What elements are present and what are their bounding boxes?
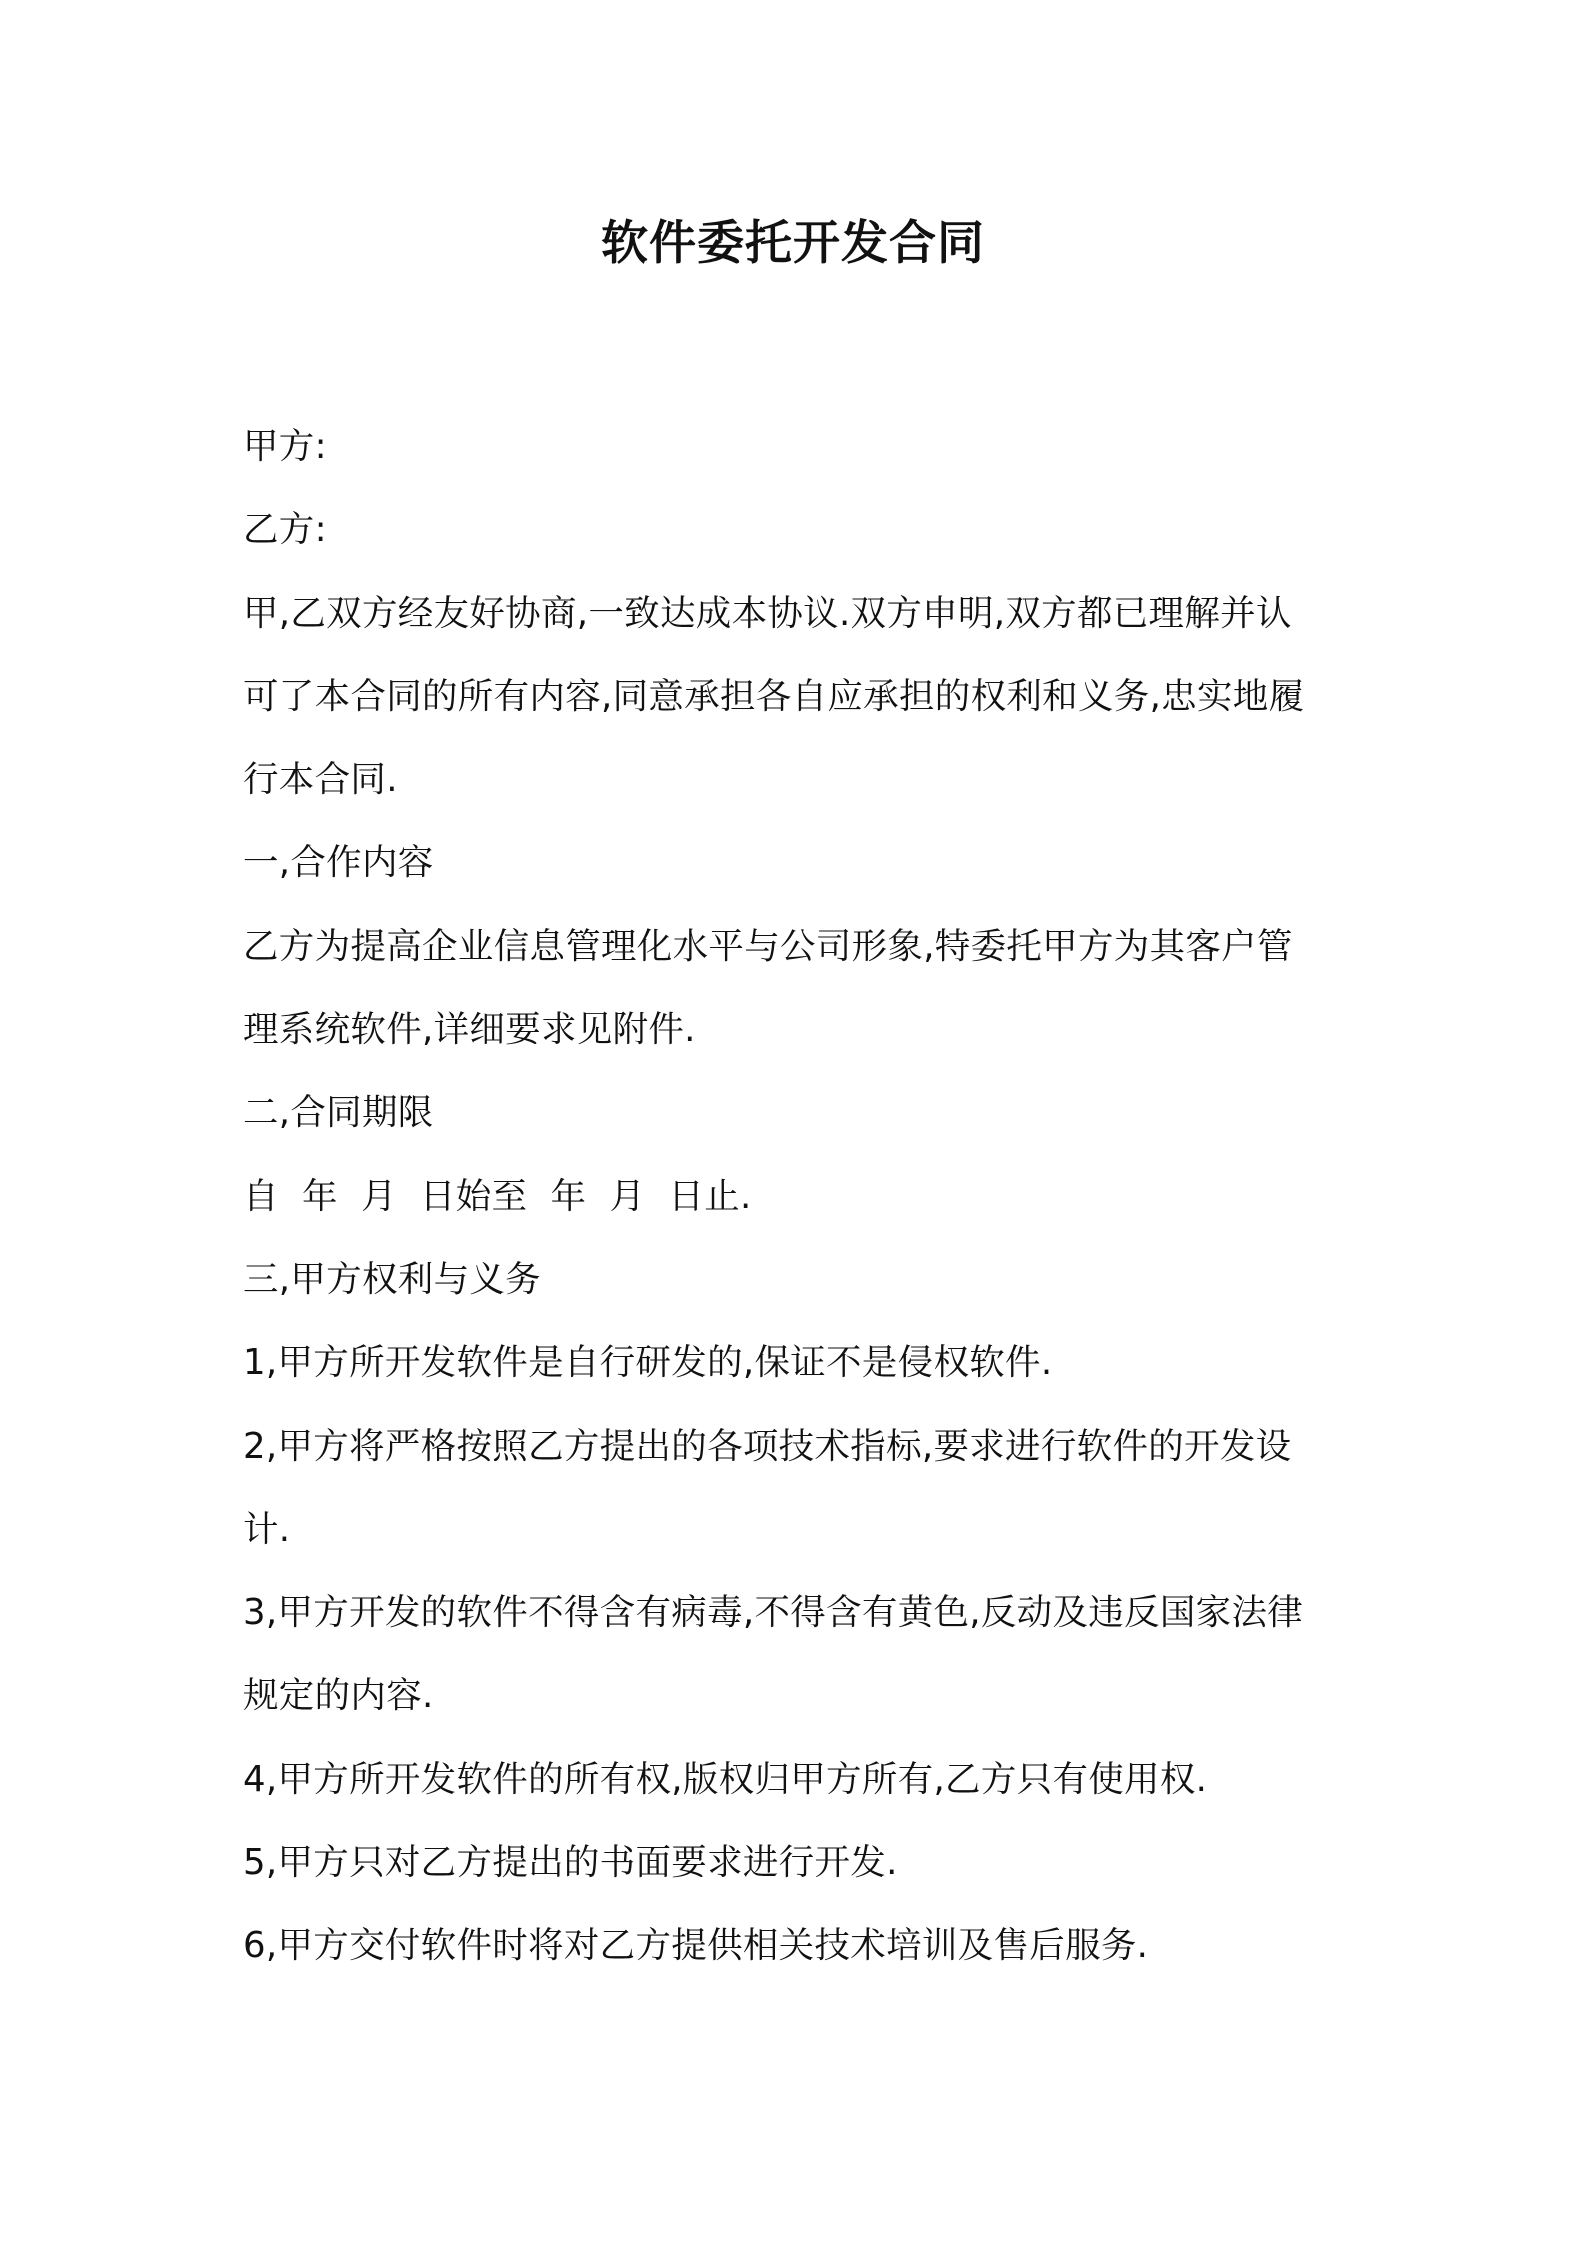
party-a-line: 甲方:	[243, 426, 327, 467]
section-heading-party-a-rights: 三,甲方权利与义务	[243, 1258, 541, 1300]
document-body	[243, 405, 1373, 1988]
section-heading-term: 二,合同期限	[243, 1092, 434, 1134]
clause-2-line-2: 计.	[243, 1508, 291, 1550]
clause-1-line: 1,甲方所开发软件是自行研发的,保证不是侵权软件.	[243, 1342, 1053, 1384]
clause-5-line: 5,甲方只对乙方提出的书面要求进行开发.	[243, 1842, 898, 1884]
document-title: 软件委托开发合同	[601, 216, 985, 271]
preamble-line-1: 甲,乙双方经友好协商,一致达成本协议.双方申明,双方都已理解并认	[243, 592, 1292, 634]
preamble-line-2: 可了本合同的所有内容,同意承担各自应承担的权利和义务,忠实地履	[243, 675, 1305, 717]
clause-3-line-1: 3,甲方开发的软件不得含有病毒,不得含有黄色,反动及违反国家法律	[243, 1592, 1304, 1634]
term-line: 自 年 月 日始至 年 月 日止.	[243, 1175, 752, 1217]
party-b-line: 乙方:	[243, 509, 327, 551]
cooperation-line-1: 乙方为提高企业信息管理化水平与公司形象,特委托甲方为其客户管	[243, 925, 1293, 967]
clause-2-line-1: 2,甲方将严格按照乙方提出的各项技术指标,要求进行软件的开发设	[243, 1425, 1292, 1467]
cooperation-line-2: 理系统软件,详细要求见附件.	[243, 1009, 696, 1051]
clause-3-line-2: 规定的内容.	[243, 1675, 434, 1717]
preamble-line-3: 行本合同.	[243, 759, 398, 801]
section-heading-cooperation: 一,合作内容	[243, 842, 434, 884]
clause-4-line: 4,甲方所开发软件的所有权,版权归甲方所有,乙方只有使用权.	[243, 1758, 1208, 1800]
clause-6-line: 6,甲方交付软件时将对乙方提供相关技术培训及售后服务.	[243, 1925, 1149, 1967]
